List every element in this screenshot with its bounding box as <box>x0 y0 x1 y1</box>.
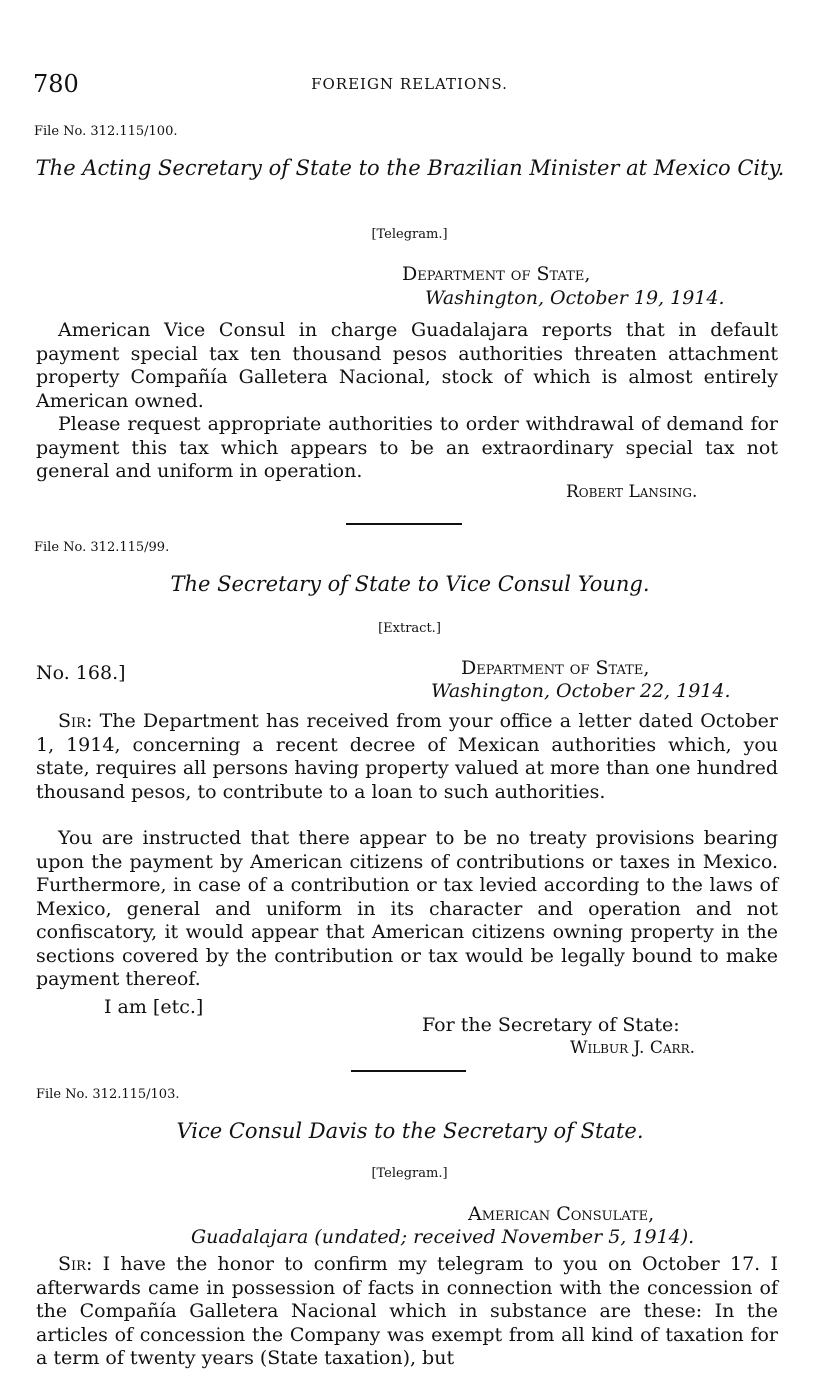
paragraph-text: I have the honor to confirm my telegram to you on October 17. I afterwards came in possession of facts in connection with the concession of the Compañía Galletera Nacional which in substance are these: In the articles of concession the Company was exempt from all kind of taxation for a term of twenty years (State taxation), but <box>36 1253 778 1369</box>
document-title: Vice Consul Davis to the Secretary of State. <box>176 1119 644 1143</box>
paragraph: You are instructed that there appear to be no treaty provisions bearing upon the payment by American citizens of contributions or taxes in Mexico. Furthermore, in case of a contribution or tax levied according to the laws of Mexico, general and uniform in its character and operation and not confiscatory, it would appear that American citizens owning property in the sections covered by the contribution or tax would be legally bound to make payment thereof. <box>36 827 778 990</box>
running-title: FOREIGN RELATIONS. <box>311 75 508 93</box>
signature: Robert Lansing. <box>566 482 698 502</box>
paragraph <box>36 710 778 804</box>
for-line: For the Secretary of State: <box>422 1014 680 1036</box>
paragraph: American Vice Consul in charge Guadalajara reports that in default payment special tax ten thousand pesos authorities threaten attachment property Compañía Galletera Nacional, stock of which is almost entirely American owned. <box>36 319 778 412</box>
sender-place: Department of State, <box>402 263 591 285</box>
paragraph <box>36 1253 778 1371</box>
file-number: File No. 312.115/103. <box>36 1087 180 1102</box>
document-type: [Extract.] <box>378 621 441 636</box>
closing: I am [etc.] <box>104 996 204 1018</box>
instruction-number: No. 168.] <box>36 662 126 684</box>
sender-place: Department of State, <box>461 657 650 679</box>
dateline: Washington, October 19, 1914. <box>425 287 725 309</box>
page-number: 780 <box>33 70 79 98</box>
paragraph: Please request appropriate authorities to order withdrawal of demand for payment this tax which appears to be an extraordinary special tax not general and uniform in operation. <box>36 413 778 482</box>
signature: Wilbur J. Carr. <box>570 1038 696 1058</box>
section-divider <box>346 523 462 525</box>
dateline: Washington, October 22, 1914. <box>431 680 731 702</box>
salutation: Sir: <box>58 710 93 732</box>
paragraph-text: The Department has received from your office a letter dated October 1, 1914, concerning a recent decree of Mexican authorities which, you state, requires all persons having property valued at more than one hundred thousand pesos, to contribute to a loan to such authorities. <box>36 710 778 803</box>
document-type: [Telegram.] <box>371 227 448 242</box>
dateline: Guadalajara (undated; received November 5, 1914). <box>191 1226 695 1248</box>
file-number: File No. 312.115/100. <box>34 124 178 139</box>
document-title: The Secretary of State to Vice Consul Young. <box>170 572 650 596</box>
section-divider <box>351 1070 466 1072</box>
salutation: Sir: <box>58 1253 93 1275</box>
document-type: [Telegram.] <box>371 1166 448 1181</box>
document-title: The Acting Secretary of State to the Brazilian Minister at Mexico City. <box>35 156 785 180</box>
file-number: File No. 312.115/99. <box>34 540 170 555</box>
sender-place: American Consulate, <box>468 1203 655 1225</box>
